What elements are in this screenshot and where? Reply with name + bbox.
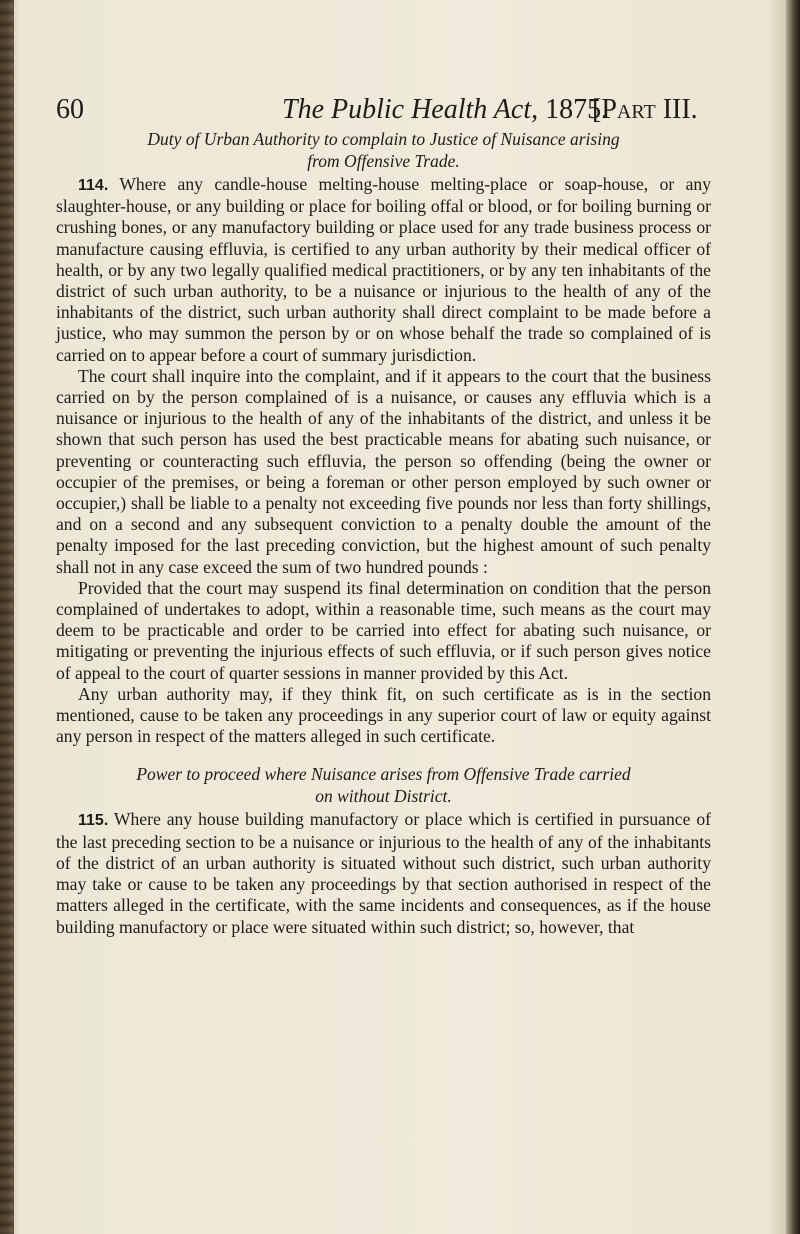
section-114-heading (56, 128, 711, 172)
section-114-heading-line1: Duty of Urban Authority to complain to Justice of Nuisance arising (147, 129, 620, 149)
section-114-para-1 (56, 174, 711, 366)
running-title-year: 1875. (545, 94, 609, 125)
page-number: 60 (56, 94, 84, 125)
part-label: [Part III. (592, 94, 698, 125)
page-text (56, 76, 711, 938)
section-115-heading (56, 763, 711, 807)
section-115-number: 115. (78, 812, 109, 830)
section-gap (56, 747, 711, 761)
section-114-para-2: The court shall inquire into the complaint, and if it appears to the court that the business carried on by the person complained of is a nuisance, or causes any effluvia which is a nuisance or injurious to the health of any of the inhabitants of the district, and unless it be shown that such person has used the best practicable means for abating such nuisance, or preventing or counteracting such effluvia, the person so offending (being the owner or occupier of the premises, or being a foreman or other person employed by such owner or occupier,) shall be liable to a penalty not exceeding five pounds nor less than forty shillings, and on a second and any subsequent conviction to a penalty double the amount of the penalty imposed for the last preceding conviction, but the highest amount of such penalty shall not in any case exceed the sum of two hundred pounds : (56, 365, 711, 577)
page-right-edge (786, 0, 800, 1234)
section-115-heading-line2: on without District. (315, 786, 452, 807)
section-114-para-4: Any urban authority may, if they think fit, on such certificate as is in the section mentioned, cause to be taken any proceedings in any superior court of law or equity against any person in respect of the matters alleged in such certificate. (56, 683, 711, 747)
section-114-para-3: Provided that the court may suspend its final determination on condition that the person complained of undertakes to adopt, within a reasonable time, such means as the court may deem to be practicable and order to be carried into effect for abating such nuisance, or mitigating or preventing the injurious effects of such effluvia, or if such person gives notice of appeal to the court of quarter sessions in manner provided by this Act. (56, 577, 711, 683)
section-114-number: 114. (78, 177, 109, 194)
running-title-text: The Public Health Act, (282, 94, 539, 125)
section-115-para-1 (56, 809, 711, 937)
page-binding-edge (0, 0, 14, 1234)
running-header (56, 76, 711, 126)
running-title (282, 94, 608, 126)
section-115-heading-line1: Power to proceed where Nuisance arises from Offensive Trade carried (136, 764, 631, 785)
section-114-para-1-text: Where any candle-house melting-house melting-place or soap-house, or any slaughter-house, or any building or place for boiling offal or blood, or for boiling burning or crushing bones, or any manufactory building or place used for any trade business process or manufacture causing effluvia, is certified to any urban authority by their medical officer of health, or by any two legally qualified medical practitioners, or by any ten inhabitants of the district of such urban authority, to be a nuisance or injurious to the health of any of the inhabitants of the district, such urban authority shall direct complaint to be made before a justice, who may summon the person by or on whose behalf the trade so complained of is carried on to appear before a court of summary jurisdiction. (56, 174, 711, 365)
section-114-heading-line2: from Offensive Trade. (307, 151, 460, 171)
section-115-para-1-text: Where any house building manufactory or place which is certified in pursuance of the last preceding section to be a nuisance or injurious to the health of any of the inhabitants of the district of an urban authority is situated without such district, such urban authority may take or cause to be taken any proceedings by that section authorised in respect of the matters alleged in the certificate, with the same incidents and consequences, as if the house building manufactory or place were situated within such district; so, however, that (56, 809, 711, 937)
